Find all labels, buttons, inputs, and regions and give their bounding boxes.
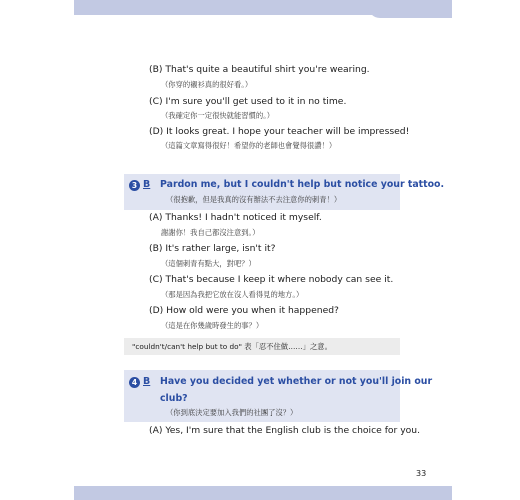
answer-key: B — [143, 376, 151, 387]
page-number: 33 — [416, 469, 427, 478]
option-translation: （這是在你幾歲時發生的事？） — [161, 321, 264, 330]
question-3-translation: （很抱歉，但是我真的沒有辦法不去注意你的刺青！） — [166, 195, 342, 204]
option-translation: （這個刺青有點大，對吧？） — [161, 259, 256, 268]
question-4-text: Have you decided yet whether or not you'll join our — [160, 376, 433, 387]
header-tab — [368, 0, 452, 18]
option-text: (D) How old were you when it happened? — [149, 305, 339, 316]
footer-band — [74, 486, 452, 500]
option-translation: 謝謝你！我自己都沒注意到。） — [161, 228, 260, 237]
question-number-badge: 4 — [129, 377, 140, 388]
question-3-text: Pardon me, but I couldn't help but notice your tattoo. — [160, 179, 445, 190]
option-text: (A) Yes, I'm sure that the English club is the choice for you. — [149, 425, 421, 436]
option-translation: （這篇文章寫得很好！希望你的老師也會覺得很讚！） — [161, 141, 337, 150]
option-text: (C) I'm sure you'll get used to it in no time. — [149, 96, 347, 107]
option-translation: （你穿的襯衫真的很好看。） — [161, 80, 253, 89]
option-text: (D) It looks great. I hope your teacher will be impressed! — [149, 126, 410, 137]
usage-note: "couldn't/can't help but to do" 表「忍不住做……」之意。 — [132, 342, 332, 351]
option-translation: （那是因為我把它放在沒人看得見的地方。） — [161, 290, 304, 299]
option-translation: （我確定你一定很快就能習慣的。） — [161, 111, 275, 120]
option-text: (C) That's because I keep it where nobody can see it. — [149, 274, 394, 285]
question-4-translation: （你到底決定要加入我們的社團了沒？） — [166, 408, 298, 417]
option-text: (B) It's rather large, isn't it? — [149, 243, 276, 254]
question-4-text-cont: club? — [160, 393, 188, 404]
answer-key: B — [143, 179, 151, 190]
question-number-badge: 3 — [129, 180, 140, 191]
option-text: (B) That's quite a beautiful shirt you're wearing. — [149, 64, 370, 75]
option-text: (A) Thanks! I hadn't noticed it myself. — [149, 212, 322, 223]
